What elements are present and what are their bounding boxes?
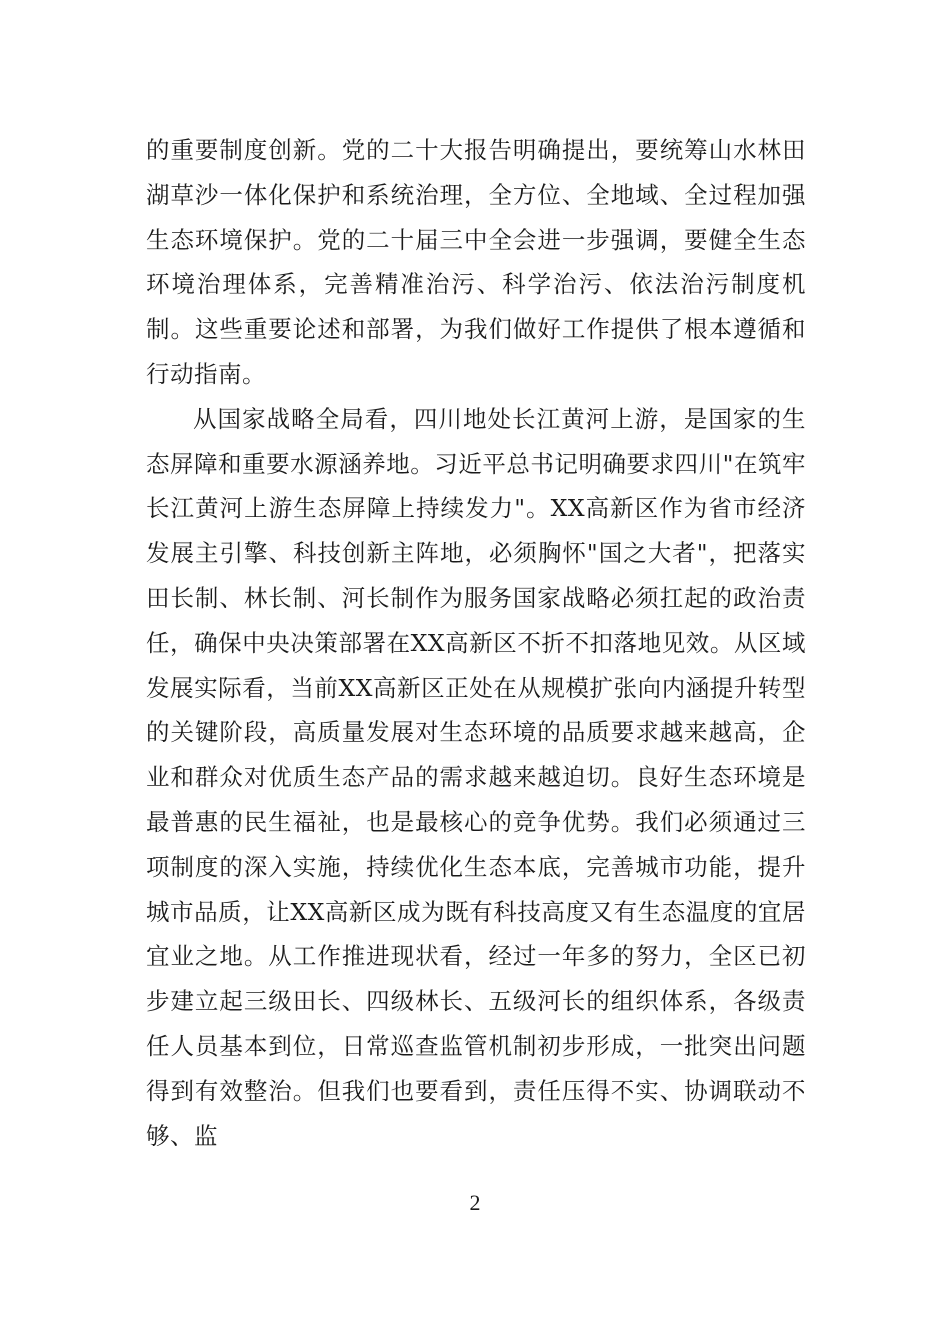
page-number: 2 — [469, 1190, 481, 1215]
body-text — [146, 128, 806, 1158]
paragraph-continuation: 的重要制度创新。党的二十大报告明确提出，要统筹山水林田湖草沙一体化保护和系统治理，全方位、全地域、全过程加强生态环境保护。党的二十届三中全会进一步强调，要健全生态环境治理体系，完善精准治污、科学治污、依法治污制度机制。这些重要论述和部署，为我们做好工作提供了根本遵循和行动指南。 — [146, 136, 806, 388]
paragraph-national-strategy: 从国家战略全局看，四川地处长江黄河上游，是国家的生态屏障和重要水源涵养地。习近平总书记明确要求四川"在筑牢长江黄河上游生态屏障上持续发力"。XX高新区作为省市经济发展主引擎、科技创新主阵地，必须胸怀"国之大者"，把落实田长制、林长制、河长制作为服务国家战略必须扛起的政治责任，确保中央决策部署在XX高新区不折不扣落地见效。从区域发展实际看，当前XX高新区正处在从规模扩张向内涵提升转型的关键阶段，高质量发展对生态环境的品质要求越来越高，企业和群众对优质生态产品的需求越来越迫切。良好生态环境是最普惠的民生福祉，也是最核心的竞争优势。我们必须通过三项制度的深入实施，持续优化生态本底，完善城市功能，提升城市品质，让XX高新区成为既有科技高度又有生态温度的宜居宜业之地。从工作推进现状看，经过一年多的努力，全区已初步建立起三级田长、四级林长、五级河长的组织体系，各级责任人员基本到位，日常巡查监管机制初步形成，一批突出问题得到有效整治。但我们也要看到，责任压得不实、协调联动不够、监 — [146, 404, 806, 1150]
